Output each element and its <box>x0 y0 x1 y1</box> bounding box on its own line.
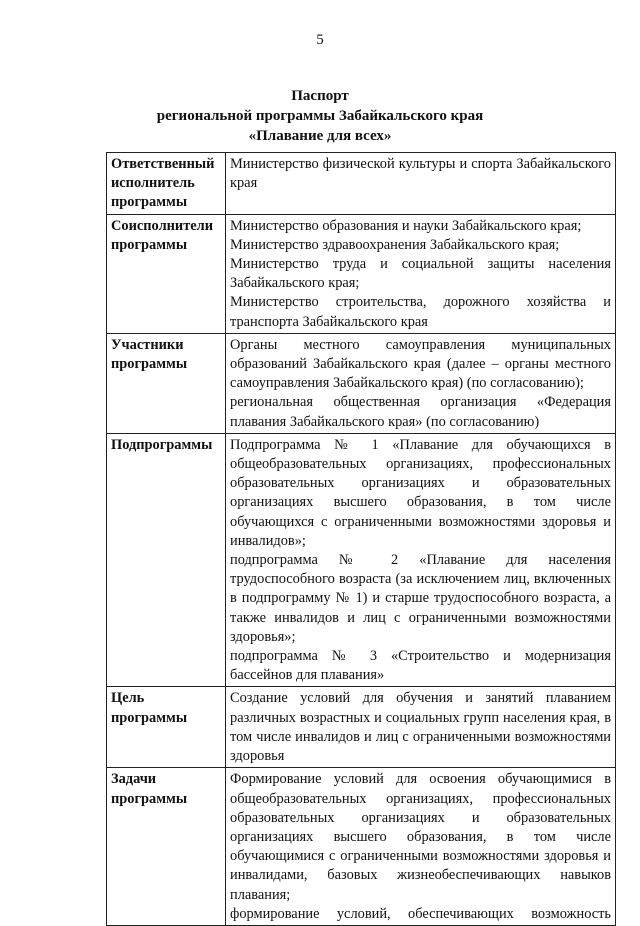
row-label: Задачи программы <box>107 768 226 926</box>
page-number: 5 <box>316 32 324 48</box>
row-paragraph: Формирование условий для освоения обучающимися в общеобразовательных организациях, профессиональных образовательных организациях и образовательных организациях высшего образования, в том числе обучающимися с ограниченными возможностями здоровья и инвалидами, базовых жизнеобеспечивающих навыков плавания; <box>230 771 611 903</box>
row-label: Соисполнители программы <box>107 214 226 333</box>
row-paragraph: Подпрограмма № 1 «Плавание для обучающихся в общеобразовательных организациях, профессиональных образовательных организациях и образовательных организациях высшего образования, в том числе обучающихся с ограниченными возможностями здоровья и инвалидов»; <box>230 436 611 549</box>
row-paragraph: Министерство строительства, дорожного хозяйства и транспорта Забайкальского края <box>230 294 611 330</box>
row-label: Ответственный исполнитель программы <box>107 153 226 215</box>
row-paragraph: Министерство физической культуры и спорта Забайкальского края <box>230 156 611 192</box>
row-paragraph: Министерство труда и социальной защиты населения Забайкальского края; <box>230 256 611 292</box>
document-title <box>0 86 640 146</box>
row-label: Подпрограммы <box>107 433 226 687</box>
title-line-2: региональной программы Забайкальского края <box>156 108 484 124</box>
title-line-3: «Плавание для всех» <box>248 128 392 144</box>
row-value <box>226 214 616 333</box>
row-paragraph: подпрограмма № 2 «Плавание для населения трудоспособного возраста (за исключением лиц, включенных в подпрограмму № 1) и старше трудоспособного возраста, а также инвалидов и лиц с ограниченными возможностями здоровья»; <box>230 552 611 645</box>
row-value <box>226 153 616 215</box>
table-row-goal <box>107 687 616 768</box>
table-row-responsible <box>107 153 616 215</box>
passport-table <box>106 152 616 926</box>
row-paragraph: Создание условий для обучения и занятий плаванием различных возрастных и социальных групп населения края, в том числе инвалидов и лиц с ограниченными возможностями здоровья <box>230 690 611 765</box>
row-paragraph: формирование условий, обеспечивающих возможность <box>230 905 611 922</box>
row-value <box>226 687 616 768</box>
row-label: Цель программы <box>107 687 226 768</box>
row-paragraph: Органы местного самоуправления муниципальных образований Забайкальского края (далее – органы местного самоуправления Забайкальского края) (по согласованию); <box>230 336 611 392</box>
row-paragraph: Министерство образования и науки Забайкальского края; <box>230 217 582 234</box>
row-paragraph: подпрограмма № 3 «Строительство и модернизация бассейнов для плавания» <box>230 648 611 684</box>
row-paragraph: региональная общественная организация «Федерация плавания Забайкальского края» (по согласованию) <box>230 394 611 430</box>
title-line-1: Паспорт <box>291 88 349 104</box>
table-row-subprograms <box>107 433 616 687</box>
row-value <box>226 333 616 433</box>
table-row-participants <box>107 333 616 433</box>
row-value <box>226 768 616 926</box>
row-value <box>226 433 616 687</box>
row-paragraph: Министерство здравоохранения Забайкальского края; <box>230 236 560 253</box>
table-row-co-executors <box>107 214 616 333</box>
table-row-tasks <box>107 768 616 926</box>
row-label: Участники программы <box>107 333 226 433</box>
